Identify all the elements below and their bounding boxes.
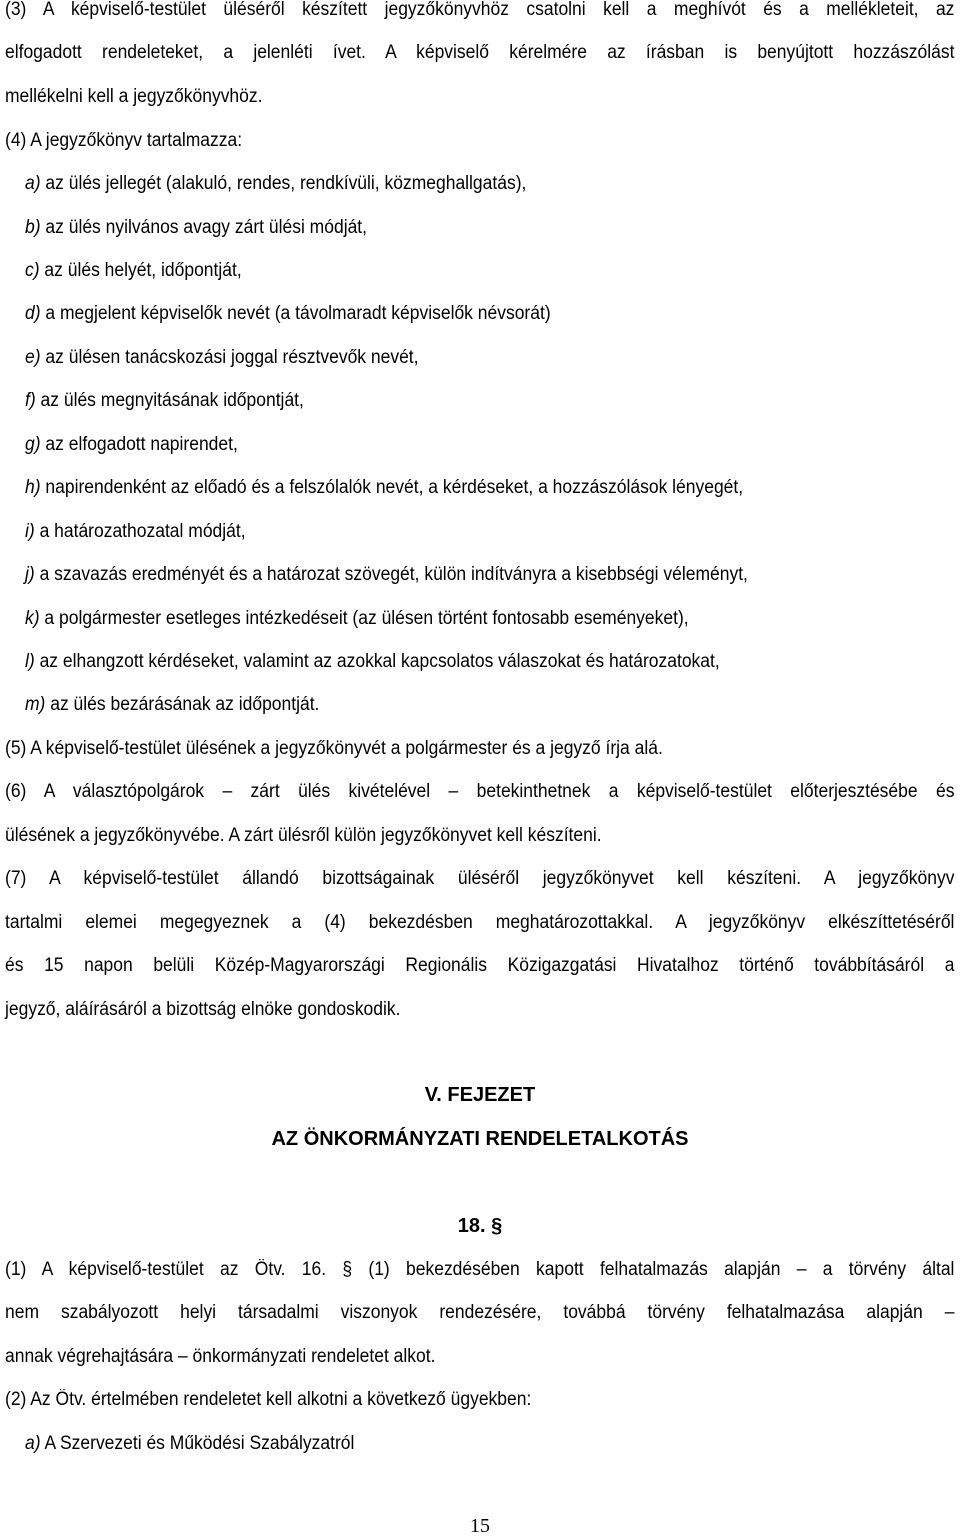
list-item-a (25, 172, 899, 196)
paragraph-7-line-4: jegyző, aláírásáról a bizottság elnöke gondoskodik. (5, 999, 401, 1020)
document-page (5, 0, 955, 1537)
section-18-p2-item-a (25, 1432, 899, 1456)
section-18-p1-line-3: annak végrehajtására – önkormányzati rendeletet alkot. (5, 1346, 436, 1367)
list-text: az ülés jellegét (alakuló, rendes, rendkívüli, közmeghallgatás), (40, 173, 527, 194)
section-18-p1-line-2: nem szabályozott helyi társadalmi viszonyok rendezésére, továbbá törvény felhatalmazása alapján – (5, 1302, 955, 1323)
chapter-number: V. FEJEZET (424, 1084, 536, 1106)
list-letter: m) (25, 694, 46, 715)
list-item-i (25, 520, 899, 544)
paragraph-7-line-2: tartalmi elemei megegyeznek a (4) bekezdésben meghatározottakkal. A jegyzőkönyv elkészíttetéséről (5, 912, 955, 933)
list-text: az ülés megnyitásának időpontját, (35, 390, 304, 411)
list-text: a határozathozatal módját, (34, 521, 246, 542)
list-item-d (25, 302, 899, 326)
list-letter: j) (25, 564, 35, 585)
section-heading: 18. § (457, 1215, 503, 1237)
chapter-title: AZ ÖNKORMÁNYZATI RENDELETALKOTÁS (271, 1128, 689, 1150)
paragraph-6-line-1: (6) A választópolgárok – zárt ülés kivételével – betekinthetnek a képviselő-testület előterjesztésébe és (5, 781, 955, 802)
list-letter: b) (25, 217, 41, 238)
paragraph-7-line-1: (7) A képviselő-testület állandó bizottságainak üléséről jegyzőkönyvet kell készíteni. A jegyzőkönyv (5, 868, 955, 889)
paragraph-3-line-3: mellékelni kell a jegyzőkönyvhöz. (5, 86, 263, 107)
section-18-p1-line-1: (1) A képviselő-testület az Ötv. 16. § (1) bekezdésében kapott felhatalmazás alapján – a törvény által (5, 1259, 955, 1280)
list-text: a szavazás eredményét és a határozat szövegét, külön indítványra a kisebbségi véleményt, (34, 564, 748, 585)
list-letter: f) (25, 390, 36, 411)
list-letter: i) (25, 521, 35, 542)
list-item-c (25, 259, 899, 283)
list-letter: k) (25, 608, 40, 629)
paragraph-3-line-2: elfogadott rendeleteket, a jelenléti ívet. A képviselő kérelmére az írásban is benyújtott hozzászólást (5, 42, 955, 63)
paragraph-7-line-3: és 15 napon belüli Közép-Magyarországi Regionális Közigazgatási Hivatalhoz történő továbbításáról a (5, 955, 955, 976)
page-number: 15 (470, 1515, 490, 1537)
paragraph-6-line-2: ülésének a jegyzőkönyvébe. A zárt ülésről külön jegyzőkönyvet kell készíteni. (5, 825, 602, 846)
list-text: az ülés nyilvános avagy zárt ülési módját, (40, 217, 368, 238)
list-text: A Szervezeti és Működési Szabályzatról (40, 1433, 355, 1454)
list-text: a megjelent képviselők nevét (a távolmaradt képviselők névsorát) (40, 303, 551, 324)
section-18-p2-intro: (2) Az Ötv. értelmében rendeletet kell alkotni a következő ügyekben: (5, 1389, 532, 1410)
list-letter: h) (25, 477, 41, 498)
list-item-g (25, 433, 899, 457)
list-letter: d) (25, 303, 41, 324)
list-text: a polgármester esetleges intézkedéseit (az ülésen történt fontosabb eseményeket), (39, 608, 689, 629)
list-letter: a) (25, 1433, 41, 1454)
paragraph-4-intro: (4) A jegyzőkönyv tartalmazza: (5, 130, 243, 151)
list-letter: g) (25, 434, 41, 455)
list-item-l (25, 650, 899, 674)
list-letter: l) (25, 651, 35, 672)
paragraph-5: (5) A képviselő-testület ülésének a jegyzőkönyvét a polgármester és a jegyző írja alá. (5, 738, 663, 759)
list-item-e (25, 346, 899, 370)
list-text: az ülésen tanácskozási joggal résztvevők nevét, (40, 347, 419, 368)
list-letter: a) (25, 173, 41, 194)
list-letter: e) (25, 347, 41, 368)
list-text: az ülés helyét, időpontját, (39, 260, 242, 281)
list-item-k (25, 607, 899, 631)
paragraph-3-line-1: (3) A képviselő-testület üléséről készített jegyzőkönyvhöz csatolni kell a meghívót és a mellékleteit, az (5, 0, 955, 20)
list-letter: c) (25, 260, 40, 281)
list-item-f (25, 389, 899, 413)
list-text: napirendenként az előadó és a felszólalók nevét, a kérdéseket, a hozzászólások lényegét, (40, 477, 744, 498)
list-item-j (25, 563, 899, 587)
list-item-m (25, 693, 899, 717)
list-text: az ülés bezárásának az időpontját. (45, 694, 320, 715)
list-text: az elfogadott napirendet, (40, 434, 238, 455)
list-item-h (25, 476, 899, 500)
list-item-b (25, 216, 899, 240)
list-text: az elhangzott kérdéseket, valamint az azokkal kapcsolatos válaszokat és határozatokat, (34, 651, 720, 672)
